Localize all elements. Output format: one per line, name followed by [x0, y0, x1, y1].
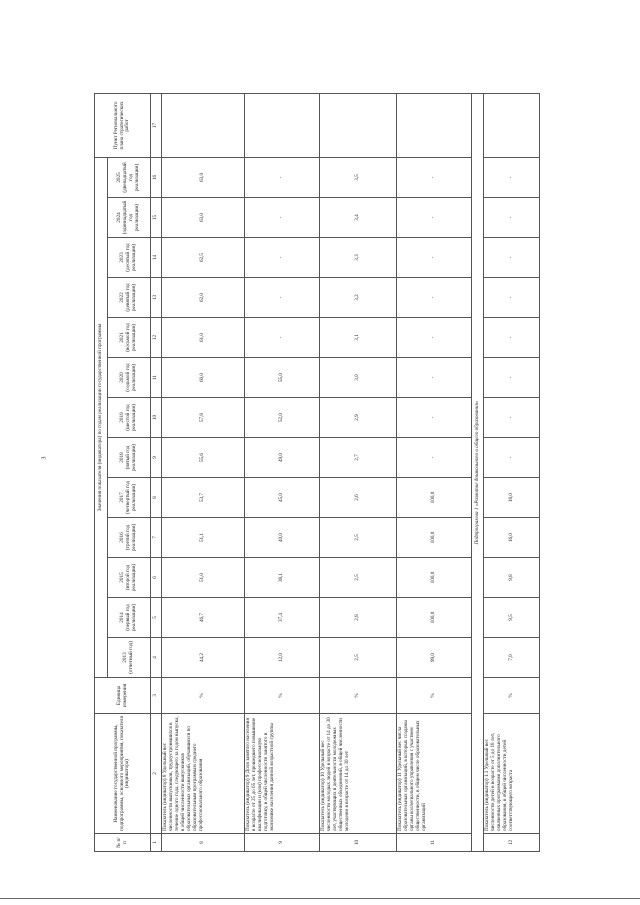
value-cell: -	[245, 278, 320, 318]
header-year-label: (шестой год реализации)	[125, 403, 137, 432]
value-cell: -	[484, 438, 540, 478]
value-cell: -	[396, 157, 471, 197]
column-number: 1	[151, 834, 162, 852]
value-cell: 45,0	[245, 478, 320, 518]
page-number: 3	[41, 456, 48, 460]
value-cell: 37,4	[245, 598, 320, 638]
header-year-label: (первый год реализации)	[125, 603, 137, 632]
value-cell: 3,4	[320, 198, 397, 238]
value-cell: -	[484, 238, 540, 278]
indicators-table-rotated	[94, 94, 540, 852]
value-cell: -	[245, 318, 320, 358]
value-cell: 62,0	[162, 278, 245, 318]
value-cell: -	[245, 238, 320, 278]
indicator-name: Показатель (индикатор) 1.1 Удельный вес численности детей в возрасте от 5 до 18 лет, охваченных программами дополнительного образования, в общей численности детей соответствующего возраста	[484, 714, 540, 834]
value-cell: -	[396, 238, 471, 278]
header-year-value: 2024	[116, 212, 123, 223]
header-num: № п/п	[95, 834, 151, 852]
value-cell: 9,5	[484, 598, 540, 638]
unit-cell: %	[162, 678, 245, 714]
header-year-value: 2019	[119, 412, 126, 423]
value-cell: 18,0	[484, 478, 540, 518]
value-cell: 100,0	[396, 598, 471, 638]
column-number: 14	[151, 238, 162, 278]
header-year-label: (седьмой год реализации)	[125, 363, 137, 392]
header-name: Наименование государственной программы, подпрограммы, основного мероприятия, показателя (индикатора)	[95, 714, 151, 834]
unit-cell: %	[320, 678, 397, 714]
unit-cell: %	[396, 678, 471, 714]
column-number: 3	[151, 678, 162, 714]
column-number: 5	[151, 598, 162, 638]
header-year-2016	[108, 518, 151, 558]
value-cell: -	[396, 438, 471, 478]
value-cell: 3,2	[320, 278, 397, 318]
header-year-label: (второй год реализации)	[125, 563, 137, 592]
column-number: 7	[151, 518, 162, 558]
header-year-2022	[108, 278, 151, 318]
row-number: 12	[484, 834, 540, 852]
unit-cell: %	[245, 678, 320, 714]
value-cell: 40,0	[245, 518, 320, 558]
header-year-value: 2015	[119, 572, 126, 583]
value-cell: 62,5	[162, 238, 245, 278]
header-year-value: 2020	[119, 372, 126, 383]
header-year-2018	[108, 438, 151, 478]
value-cell: 12,0	[245, 638, 320, 678]
table-row	[245, 93, 320, 851]
header-year-label: (одиннадцатый год реализации)	[122, 200, 140, 235]
value-cell: 3,1	[320, 318, 397, 358]
row-number: 10	[320, 834, 397, 852]
header-year-value: 2017	[119, 492, 126, 503]
header-year-2020	[108, 358, 151, 398]
indicators-table	[94, 93, 540, 852]
header-year-label: (восьмой год реализации)	[125, 323, 137, 352]
value-cell: -	[396, 318, 471, 358]
value-cell: 51,0	[162, 558, 245, 598]
value-cell: 61,0	[162, 318, 245, 358]
column-number: 17	[151, 93, 162, 157]
header-year-value: 2016	[119, 532, 126, 543]
indicator-name: Показатель (индикатор) 10 Удельный вес численности молодых людей в возрасте от 14 до 30 лет, участвующих в деятельности молодежных общественных объединений, в общей численности молодежи в возрасте от 14 до 30 лет	[320, 714, 397, 834]
table-row	[162, 93, 245, 851]
header-year-label: (отчетный год)	[128, 641, 134, 674]
value-cell: 46,7	[162, 598, 245, 638]
value-cell: -	[484, 358, 540, 398]
value-cell: 55,6	[162, 438, 245, 478]
value-cell: 2,5	[320, 558, 397, 598]
value-cell: 2,5	[320, 638, 397, 678]
header-year-label: (пятый год реализации)	[125, 443, 137, 472]
value-cell: -	[396, 398, 471, 438]
header-year-value: 2014	[119, 612, 126, 623]
subsection-row	[471, 93, 484, 851]
plan-point-cell	[245, 93, 320, 157]
header-year-2019	[108, 398, 151, 438]
plan-point-cell	[484, 93, 540, 157]
value-cell: -	[396, 198, 471, 238]
value-cell: 52,0	[245, 398, 320, 438]
page-bottom-rule	[0, 898, 640, 899]
value-cell: 3,3	[320, 238, 397, 278]
value-cell: 3,5	[320, 157, 397, 197]
header-year-2025	[108, 157, 151, 197]
header-year-2013	[108, 638, 151, 678]
header-year-label: (двенадцатый год реализации)	[122, 162, 140, 193]
header-year-label: (девятый год реализации)	[125, 283, 137, 312]
value-cell: 63,0	[162, 157, 245, 197]
column-number: 16	[151, 157, 162, 197]
value-cell: 2,7	[320, 438, 397, 478]
value-cell: -	[245, 157, 320, 197]
value-cell: 51,1	[162, 518, 245, 558]
column-number: 9	[151, 438, 162, 478]
subsection-title: Подпрограмма 1 «Развитие дошкольного и общего образования»	[471, 93, 484, 851]
header-year-value: 2013	[122, 652, 129, 663]
value-cell: -	[484, 157, 540, 197]
row-number: 8	[162, 834, 245, 852]
value-cell: 53,7	[162, 478, 245, 518]
header-year-2024	[108, 198, 151, 238]
value-cell: 2,9	[320, 398, 397, 438]
value-cell: 57,8	[162, 398, 245, 438]
value-cell: 100,0	[396, 518, 471, 558]
indicator-name: Показатель (индикатор) 11 Удельный вес числа образовательных организаций, в которых созданы органы коллегиального управления с участием общественности, в общем числе образовательных организаций	[396, 714, 471, 834]
value-cell: 100,0	[396, 558, 471, 598]
header-year-label: (третий год реализации)	[125, 523, 137, 552]
column-number: 10	[151, 398, 162, 438]
unit-cell: %	[484, 678, 540, 714]
row-number: 9	[245, 834, 320, 852]
plan-point-cell	[320, 93, 397, 157]
header-year-2021	[108, 318, 151, 358]
column-number: 13	[151, 278, 162, 318]
value-cell: 100,0	[396, 478, 471, 518]
header-year-value: 2022	[119, 292, 126, 303]
value-cell: -	[484, 398, 540, 438]
header-year-2017	[108, 478, 151, 518]
value-cell: 2,8	[320, 598, 397, 638]
column-number: 8	[151, 478, 162, 518]
value-cell: -	[396, 358, 471, 398]
row-number: 11	[396, 834, 471, 852]
value-cell: 2,5	[320, 518, 397, 558]
column-number: 2	[151, 714, 162, 834]
indicator-name: Показатель (индикатор) 8 Удельный вес численности выпускников, трудоустроившихся в течение одного года, следующего за годом выпуска, в общей численности выпускников образовательных организаций, обучавшихся по образовательным программам среднего профессионального образования	[162, 714, 245, 834]
value-cell: -	[396, 278, 471, 318]
value-cell: 49,0	[245, 438, 320, 478]
header-year-value: 2025	[116, 172, 123, 183]
value-cell: 16,0	[484, 518, 540, 558]
value-cell: 60,0	[162, 358, 245, 398]
column-number: 12	[151, 318, 162, 358]
column-number: 4	[151, 638, 162, 678]
value-cell: 44,2	[162, 638, 245, 678]
header-year-value: 2023	[119, 252, 126, 263]
header-year-label: (десятый год реализации)	[125, 243, 137, 272]
table-row	[484, 93, 540, 851]
value-cell: -	[484, 198, 540, 238]
column-number: 11	[151, 358, 162, 398]
column-number: 6	[151, 558, 162, 598]
value-cell: -	[484, 318, 540, 358]
header-year-2014	[108, 598, 151, 638]
value-cell: 63,0	[162, 198, 245, 238]
value-cell: 3,0	[320, 358, 397, 398]
header-year-2015	[108, 558, 151, 598]
plan-point-cell	[162, 93, 245, 157]
value-cell: -	[484, 278, 540, 318]
plan-point-cell	[396, 93, 471, 157]
table-row	[320, 93, 397, 851]
header-unit: Единица измерения	[95, 678, 151, 714]
header-year-value: 2021	[119, 332, 126, 343]
value-cell: -	[245, 198, 320, 238]
table-row	[396, 93, 471, 851]
column-number: 15	[151, 198, 162, 238]
header-year-value: 2018	[119, 452, 126, 463]
value-cell: 99,0	[396, 638, 471, 678]
value-cell: 38,1	[245, 558, 320, 598]
value-cell: 9,8	[484, 558, 540, 598]
header-plan-point: Пункт Регионального плана стратегических работ	[95, 93, 151, 157]
header-year-label: (четвертый год реализации)	[125, 480, 137, 515]
indicator-name: Показатель (индикатор) 9 Доля занятого населения в возрасте от 25 до 65 лет, прошедшего повышение квалификации и (или) профессиональную подготовку, в общей численности занятого в экономике населения данной возрастной группы	[245, 714, 320, 834]
header-year-2023	[108, 238, 151, 278]
value-cell: 2,6	[320, 478, 397, 518]
value-cell: 7,0	[484, 638, 540, 678]
header-years-group: Значения показателя (индикатора) по годам реализации государственной программы	[95, 157, 108, 677]
value-cell: 55,0	[245, 358, 320, 398]
